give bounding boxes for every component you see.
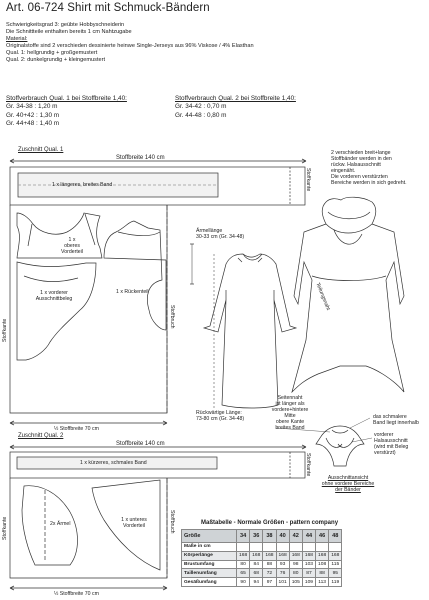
- lower-front-label: 1 x unteres Vorderteil: [121, 517, 147, 529]
- layout1-edge-left: Stoffkante: [2, 318, 8, 342]
- row-label: Taillenumfang: [182, 569, 237, 578]
- table-cell: 101: [276, 578, 289, 587]
- fabric-q1-body: [10, 205, 167, 413]
- size-table-title: Maßtabelle - Normale Größen - pattern company: [201, 520, 339, 526]
- material-text: Originalstoffe sind 2 verschieden dessinierte heinwe Single-Jerseys aus 96% Viskose / 4% Elasthan: [6, 43, 254, 49]
- size-cell: 34: [237, 530, 250, 543]
- upper-front-label: 1 x oberes Vorderteil: [61, 237, 83, 255]
- table-cell: 80: [289, 569, 302, 578]
- row-label: Brustumfang: [182, 560, 237, 569]
- consumption-q1-row: Gr. 40+42 : 1,30 m: [6, 111, 60, 119]
- article-title: Art. 06-724 Shirt mit Schmuck-Bändern: [6, 2, 210, 14]
- qual1-text: Qual. 1: hellgrundig + großgemustert: [6, 50, 98, 56]
- size-cell: 42: [289, 530, 302, 543]
- size-cell: 46: [316, 530, 329, 543]
- table-cell: 168: [250, 551, 263, 560]
- seam-label: Teilungsnaht: [314, 282, 331, 312]
- sleeve-label: 2x Ärmel: [50, 521, 71, 527]
- layout2-edge-right: Stoffkante: [305, 453, 311, 477]
- band-short-label: 1 x kürzeres, schmales Band: [80, 460, 147, 466]
- size-cell: 44: [302, 530, 315, 543]
- table-cell: 65: [237, 569, 250, 578]
- size-header-row: [182, 530, 342, 543]
- unit-row: [182, 543, 342, 552]
- table-cell: 98: [289, 560, 302, 569]
- size-cell: 48: [329, 530, 342, 543]
- table-cell: 168: [289, 551, 302, 560]
- difficulty-text: Schwierigkeitsgrad 3: geübte Hobbyschneiderin: [6, 22, 125, 28]
- table-cell: 76: [276, 569, 289, 578]
- size-cell: 36: [250, 530, 263, 543]
- table-cell: 80: [237, 560, 250, 569]
- consumption-q1-row: Gr. 34-38 : 1,20 m: [6, 103, 58, 111]
- layout2-half-label: ½ Stoffbreite 70 cm: [54, 591, 99, 597]
- front-view-garment: [292, 197, 404, 392]
- qual2-text: Qual. 2: dunkelgrundig + kleingemustert: [6, 57, 106, 63]
- table-cell: 87: [302, 569, 315, 578]
- material-label: Material:: [6, 36, 28, 42]
- table-cell: 93: [276, 560, 289, 569]
- table-row: [182, 551, 342, 560]
- table-cell: 72: [263, 569, 276, 578]
- layout1-edge-right: Stoffkante: [305, 168, 311, 192]
- band-long-label: 1 x längeres, breites Band: [52, 182, 113, 188]
- layout1-title: Zuschnitt Qual. 1: [18, 147, 64, 153]
- table-row: [182, 578, 342, 587]
- row-label: Gesäßumfang: [182, 578, 237, 587]
- size-cell: 40: [276, 530, 289, 543]
- front-facing-label: 1 x vorderer Ausschnittbeleg: [35, 290, 73, 302]
- layout1-width-label: Stoffbreite 140 cm: [116, 155, 165, 161]
- table-cell: 68: [250, 569, 263, 578]
- table-cell: 109: [302, 578, 315, 587]
- table-cell: 88: [263, 560, 276, 569]
- back-length-note: Rückwärtige Länge: 73-80 cm (Gr. 34-48): [196, 410, 245, 422]
- table-cell: 97: [263, 578, 276, 587]
- table-cell: 84: [250, 560, 263, 569]
- table-cell: 88: [316, 569, 329, 578]
- table-row: [182, 569, 342, 578]
- table-cell: 168: [302, 551, 315, 560]
- back-view-garment: [204, 254, 296, 408]
- front-neck-note: vorderer Halsausschnitt (wird mit Beleg verstürzt): [374, 432, 409, 456]
- table-cell: 168: [329, 551, 342, 560]
- table-cell: 95: [329, 569, 342, 578]
- table-cell: 168: [237, 551, 250, 560]
- row-label: Körperlänge: [182, 551, 237, 560]
- seam-note: Die Schnittteile enthalten bereits 1 cm Nahtzugabe: [6, 29, 132, 35]
- consumption-q1-title: Stoffverbrauch Qual. 1 bei Stoffbreite 1,40:: [6, 95, 127, 102]
- unit-label: Maße in cm: [182, 543, 237, 552]
- layout2-title: Zuschnitt Qual. 2: [18, 433, 64, 439]
- front-facing-piece: [17, 262, 96, 360]
- table-cell: 108: [316, 560, 329, 569]
- narrow-band-note: das schmalere Band liegt innerhalb: [373, 414, 419, 426]
- cutout-note: Ausschnittansicht ohne vordere Bereiche der Bänder: [321, 475, 375, 493]
- back-piece-label: 1 x Rückenteil: [116, 289, 149, 295]
- back-piece: [104, 221, 166, 330]
- table-row: [182, 560, 342, 569]
- size-header-label: Größe: [182, 530, 237, 543]
- consumption-q2-row: Gr. 44-48 : 0,80 m: [175, 111, 227, 119]
- table-cell: 94: [250, 578, 263, 587]
- table-cell: 105: [289, 578, 302, 587]
- size-table: [181, 529, 342, 587]
- consumption-q2-title: Stoffverbrauch Qual. 2 bei Stoffbreite 1,40:: [175, 95, 296, 102]
- consumption-q2-row: Gr. 34-42 : 0,70 m: [175, 103, 227, 111]
- bands-note: 2 verschieden breit+lange Stoffbänder werden in den rückw. Halsausschnitt eingenäht. Die vorderen verstürzten Bereiche werden in sich gedreht.: [331, 150, 407, 186]
- table-cell: 90: [237, 578, 250, 587]
- consumption-q1-row: Gr. 44+48 : 1,40 m: [6, 119, 60, 127]
- table-cell: 113: [316, 578, 329, 587]
- layout1-fold: Stoffbruch: [169, 305, 175, 329]
- layout1-half-label: ½ Stoffbreite 70 cm: [54, 426, 99, 432]
- layout2-width-label: Stoffbreite 140 cm: [116, 441, 165, 447]
- table-cell: 168: [276, 551, 289, 560]
- sleeve-length-note: Ärmellänge 30-33 cm (Gr. 34-48): [196, 228, 245, 240]
- layout2-edge-left: Stoffkante: [2, 516, 8, 540]
- table-cell: 119: [329, 578, 342, 587]
- table-cell: 115: [329, 560, 342, 569]
- side-seam-note: Seitennaht ist länger als vordere+hintere Mitte obere Kante breites Band: [271, 395, 309, 431]
- table-cell: 168: [263, 551, 276, 560]
- table-cell: 168: [316, 551, 329, 560]
- size-cell: 38: [263, 530, 276, 543]
- table-cell: 103: [302, 560, 315, 569]
- layout2-fold: Stoffbruch: [169, 510, 175, 534]
